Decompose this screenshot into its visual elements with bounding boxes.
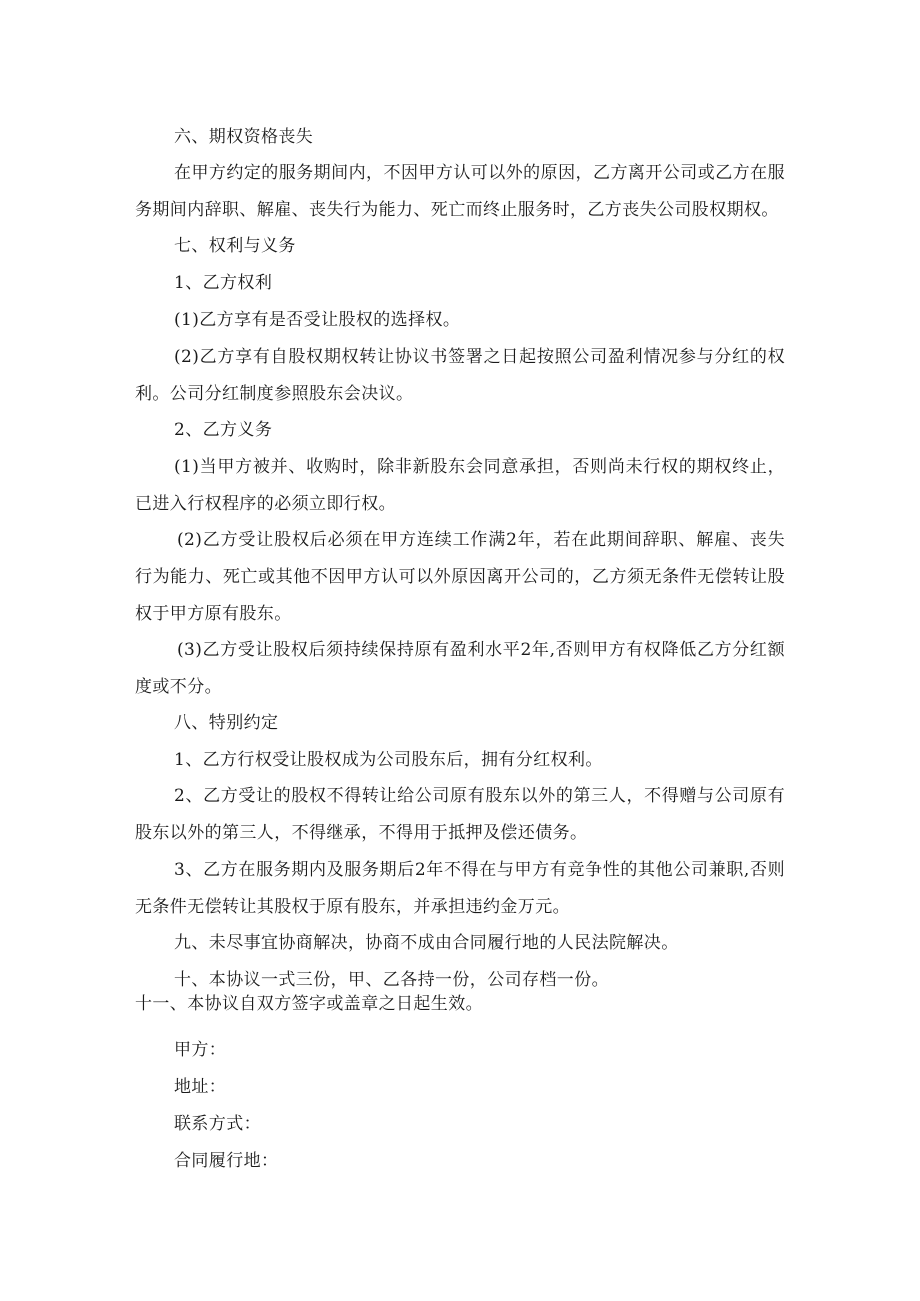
- section-8-item-1: 1、乙方行权受让股权成为公司股东后，拥有分红权利。: [174, 750, 603, 770]
- section-7-2-item-1: (1)当甲方被并、收购时，除非新股东会同意承担，否则尚未行权的期权终止，已进入行权程序的必须立即行权。: [135, 457, 785, 514]
- section-8-heading: 八、特别约定: [174, 713, 279, 733]
- section-7-1-heading: 1、乙方权利: [174, 273, 273, 293]
- address-label: 地址：: [174, 1077, 227, 1097]
- section-7-2-item-3: (3)乙方受让股权后须持续保持原有盈利水平2年,否则甲方有权降低乙方分红额度或不分。: [135, 640, 785, 697]
- section-10: 十、本协议一式三份，甲、乙各持一份，公司存档一份。: [174, 970, 609, 990]
- contact-label: 联系方式：: [174, 1114, 261, 1134]
- section-7-1-item-2: (2)乙方享有自股权期权转让协议书签署之日起按照公司盈利情况参与分红的权利。公司分红制度参照股东会决议。: [135, 347, 785, 404]
- section-7-1-item-1: (1)乙方享有是否受让股权的选择权。: [174, 310, 461, 330]
- section-7-heading: 七、权利与义务: [174, 236, 296, 256]
- section-7-2-item-2: (2)乙方受让股权后必须在甲方连续工作满2年，若在此期间辞职、解雇、丧失行为能力、死亡或其他不因甲方认可以外原因离开公司的，乙方须无条件无偿转让股权于甲方原有股东。: [135, 530, 785, 624]
- section-9: 九、未尽事宜协商解决，协商不成由合同履行地的人民法院解决。: [174, 933, 679, 953]
- section-6-heading: 六、期权资格丧失: [174, 127, 314, 147]
- section-11: 十一、本协议自双方签字或盖章之日起生效。: [135, 994, 483, 1014]
- section-8-item-3: 3、乙方在服务期内及服务期后2年不得在与甲方有竞争性的其他公司兼职,否则无条件无偿转让其股权于原有股东，并承担违约金万元。: [135, 860, 785, 917]
- section-7-2-heading: 2、乙方义务: [174, 420, 273, 440]
- section-8-item-2: 2、乙方受让的股权不得转让给公司原有股东以外的第三人，不得赠与公司原有股东以外的第三人，不得继承，不得用于抵押及偿还债务。: [135, 786, 785, 843]
- performance-place-label: 合同履行地：: [174, 1151, 279, 1171]
- party-a-label: 甲方：: [174, 1040, 227, 1060]
- section-6-body: 在甲方约定的服务期间内，不因甲方认可以外的原因，乙方离开公司或乙方在服务期间内辞职、解雇、丧失行为能力、死亡而终止服务时，乙方丧失公司股权期权。: [135, 163, 785, 220]
